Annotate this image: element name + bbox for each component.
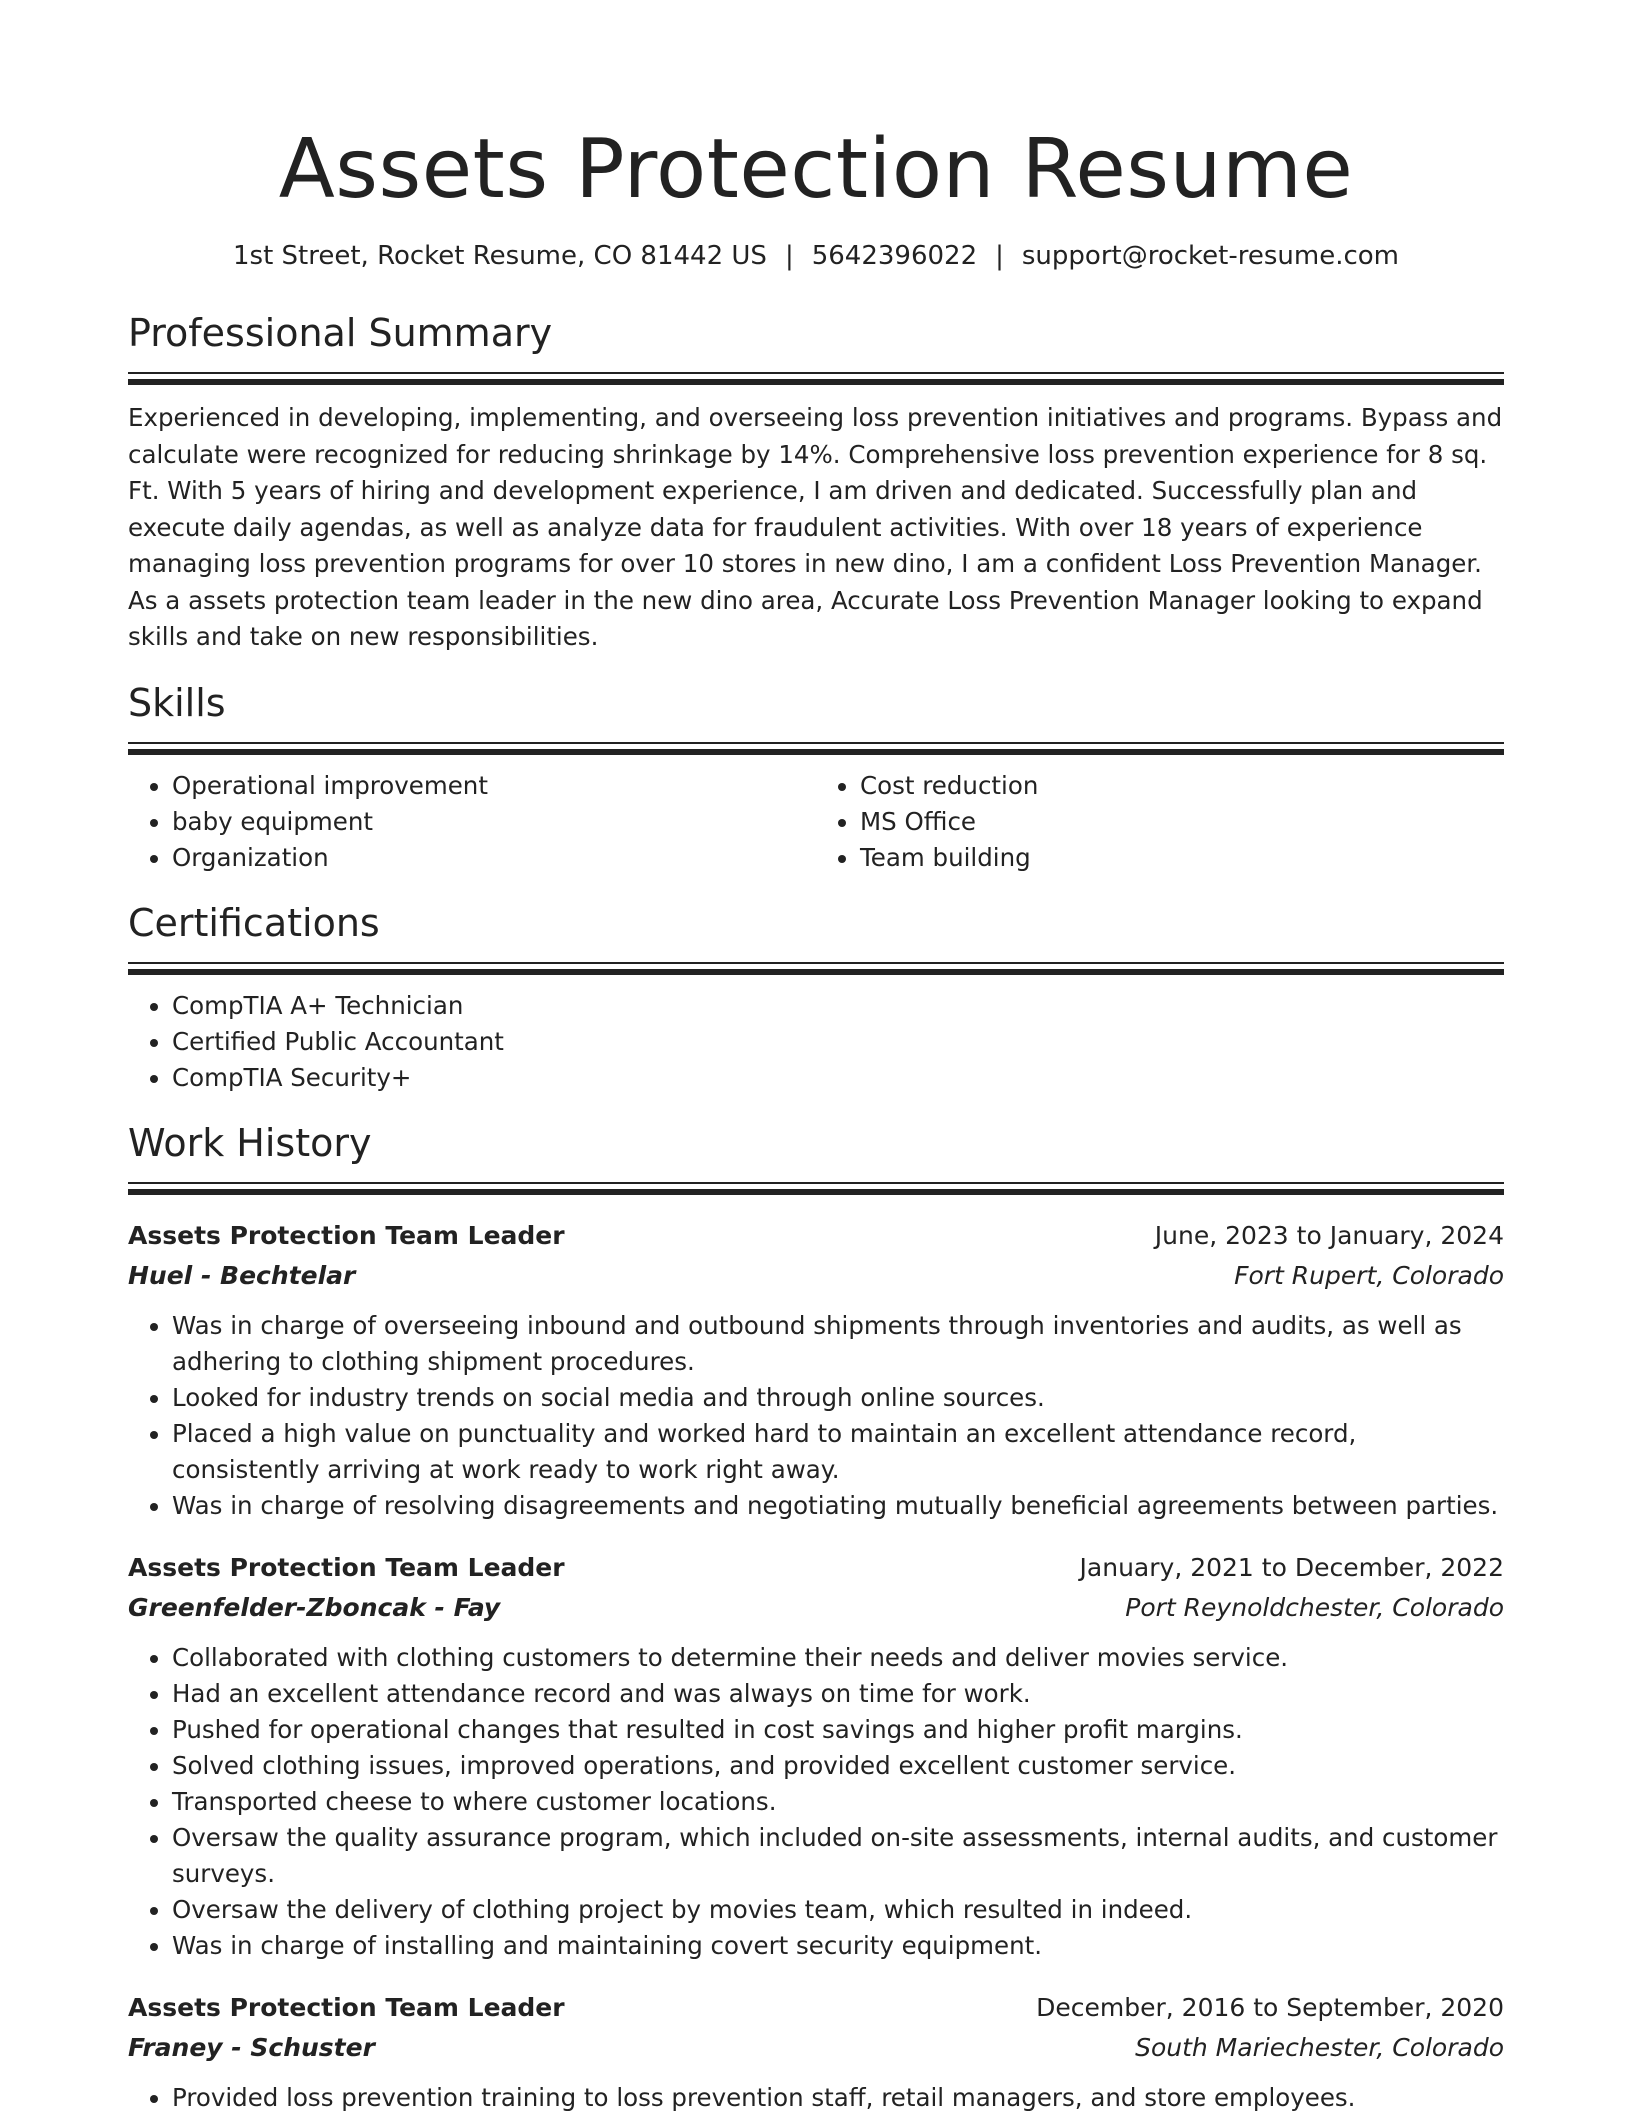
certification-item: • CompTIA A+ Technician [172,988,1504,1024]
skills-section [128,678,1504,876]
contact-phone: 5642396022 [811,241,978,271]
job-entry [128,1548,1504,1964]
job-duty: • Was in charge of installing and maintaining covert security equipment. [172,1928,1504,1964]
job-duty: • Was in charge of overseeing inbound and outbound shipments through inventories and audits, as well as adhering to clothing shipment procedures. [172,1308,1504,1380]
section-heading-certifications: Certifications [128,900,380,945]
skill-item: • MS Office [860,804,1504,840]
contact-separator: | [995,241,1004,271]
skills-list-left [128,768,816,876]
job-duty: • Transported cheese to where customer locations. [172,1784,1504,1820]
job-company: Greenfelder-Zboncak - Fay [128,1592,501,1622]
job-location: Port Reynoldchester, Colorado [1125,1592,1504,1622]
contact-email: support@rocket-resume.com [1021,241,1399,271]
job-duty: • Was in charge of resolving disagreements and negotiating mutually beneficial agreements between parties. [172,1488,1504,1524]
skill-item: • Cost reduction [860,768,1504,804]
job-duty: • Looked for industry trends on social media and through online sources. [172,1380,1504,1416]
summary-text: Experienced in developing, implementing, and overseeing loss prevention initiatives and programs. Bypass and calculate were recognized for reducing shrinkage by 14%. Comprehensive loss prevention experience for 8 sq. Ft. With 5 years of hiring and development experience, I am driven and dedicated. Successfully plan and execute daily agendas, as well as analyze data for fraudulent activities. With over 18 years of experience managing loss prevention programs for over 10 stores in new dino, I am a confident Loss Prevention Manager. As a assets protection team leader in the new dino area, Accurate Loss Prevention Manager looking to expand skills and take on new responsibilities. [128,403,1503,651]
job-company-row [128,1588,1504,1628]
job-duty: • Solved clothing issues, improved operations, and provided excellent customer service. [172,1748,1504,1784]
job-company: Franey - Schuster [128,2032,375,2062]
job-header-row [128,1548,1504,1588]
job-duty: • Pushed for operational changes that resulted in cost savings and higher profit margins. [172,1712,1504,1748]
job-header-row [128,1216,1504,1256]
skill-item: • Organization [172,840,816,876]
skills-grid [128,754,1504,876]
certification-item: • CompTIA Security+ [172,1060,1504,1096]
certifications-section [128,898,1504,1096]
job-duties-list [128,1640,1504,1964]
job-duty: • Placed a high value on punctuality and worked hard to maintain an excellent attendance record, consistently arriving at work ready to work right away. [172,1416,1504,1488]
job-duties-list [128,2080,1504,2116]
skills-list-right [816,768,1504,876]
job-company: Huel - Bechtelar [128,1260,356,1290]
job-entry [128,1988,1504,2116]
certification-item: • Certified Public Accountant [172,1024,1504,1060]
job-company-row [128,1256,1504,1296]
job-entry [128,1216,1504,1524]
certifications-list [128,988,1504,1096]
contact-address: 1st Street, Rocket Resume, CO 81442 US [233,241,767,271]
work-history-section [128,1118,1504,2116]
job-title: Assets Protection Team Leader [128,1992,565,2022]
section-heading-work-history: Work History [128,1120,372,1165]
contact-separator: | [784,241,794,271]
job-duty: • Collaborated with clothing customers to determine their needs and deliver movies service. [172,1640,1504,1676]
contact-line [128,238,1504,274]
resume-title: Assets Protection Resume [278,122,1354,217]
job-header-row [128,1988,1504,2028]
job-dates: June, 2023 to January, 2024 [1154,1220,1504,1250]
job-title: Assets Protection Team Leader [128,1220,565,1250]
job-dates: December, 2016 to September, 2020 [1036,1992,1504,2022]
section-divider [128,962,1504,974]
section-divider [128,372,1504,384]
job-duties-list [128,1308,1504,1524]
job-location: Fort Rupert, Colorado [1234,1260,1504,1290]
skill-item: • baby equipment [172,804,816,840]
section-heading-summary: Professional Summary [128,311,553,355]
summary-section [128,308,1504,656]
section-divider [128,742,1504,754]
section-heading-skills: Skills [128,680,226,725]
job-dates: January, 2021 to December, 2022 [1079,1552,1504,1582]
job-duty: • Had an excellent attendance record and was always on time for work. [172,1676,1504,1712]
job-company-row [128,2028,1504,2068]
skill-item: • Team building [860,840,1504,876]
skill-item: • Operational improvement [172,768,816,804]
job-title: Assets Protection Team Leader [128,1552,565,1582]
job-duty: • Oversaw the quality assurance program, which included on-site assessments, internal audits, and customer surveys. [172,1820,1504,1892]
job-duty: • Provided loss prevention training to loss prevention staff, retail managers, and store employees. [172,2080,1504,2116]
job-location: South Mariechester, Colorado [1135,2032,1504,2062]
section-divider [128,1182,1504,1194]
job-duty: • Oversaw the delivery of clothing project by movies team, which resulted in indeed. [172,1892,1504,1928]
